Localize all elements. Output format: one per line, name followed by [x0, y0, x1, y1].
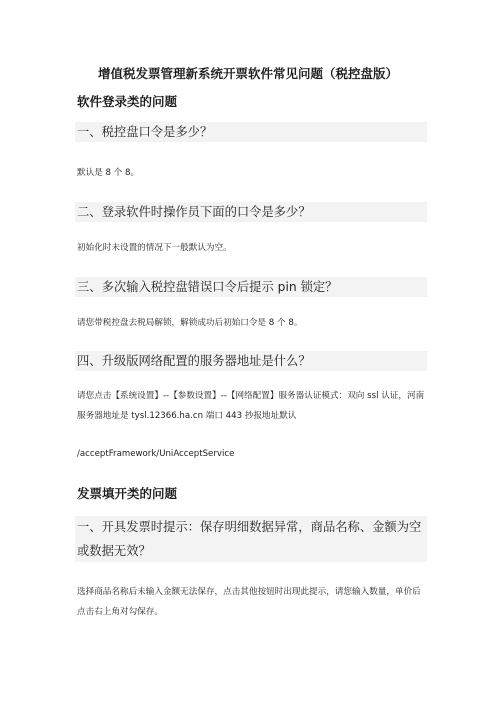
question-1: 一、税控盘口令是多少？	[77, 125, 213, 139]
answer-1: 默认是 8 个 8。	[77, 168, 140, 178]
section-heading-invoice: 发票填开类的问题	[77, 486, 178, 501]
question-3: 三、多次输入税控盘错误口令后提示 pin 锁定？	[77, 280, 338, 294]
answer-4: 请您点击【系统设置】--【参数设置】--【网络配置】服务器认证模式：双向 ssl 认证，河南服务器地址是 tysl.12366.ha.cn 端口 443 抄报地址默认	[77, 391, 425, 421]
document-title: 增值税发票管理新系统开票软件常见问题（税控盘版）	[97, 66, 398, 81]
question-2: 二、登录软件时操作员下面的口令是多少？	[77, 205, 311, 219]
answer-2: 初始化时未设置的情况下一般默认为空。	[77, 243, 232, 253]
answer-3: 请您带税控盘去税局解锁，解锁成功后初始口令是 8 个 8。	[77, 318, 303, 328]
answer-4-url: /acceptFramework/UniAcceptService	[77, 449, 235, 459]
answer-5: 选择商品名称后未输入金额无法保存，点击其他按钮时出现此提示，请您输入数量，单价后点击右上角对勾保存。	[77, 587, 421, 617]
question-4: 四、升级版网络配置的服务器地址是什么？	[77, 354, 311, 368]
section-heading-login: 软件登录类的问题	[77, 94, 178, 109]
question-5: 一、开具发票时提示：保存明细数据异常，商品名称、金额为空或数据无效？	[77, 520, 422, 558]
